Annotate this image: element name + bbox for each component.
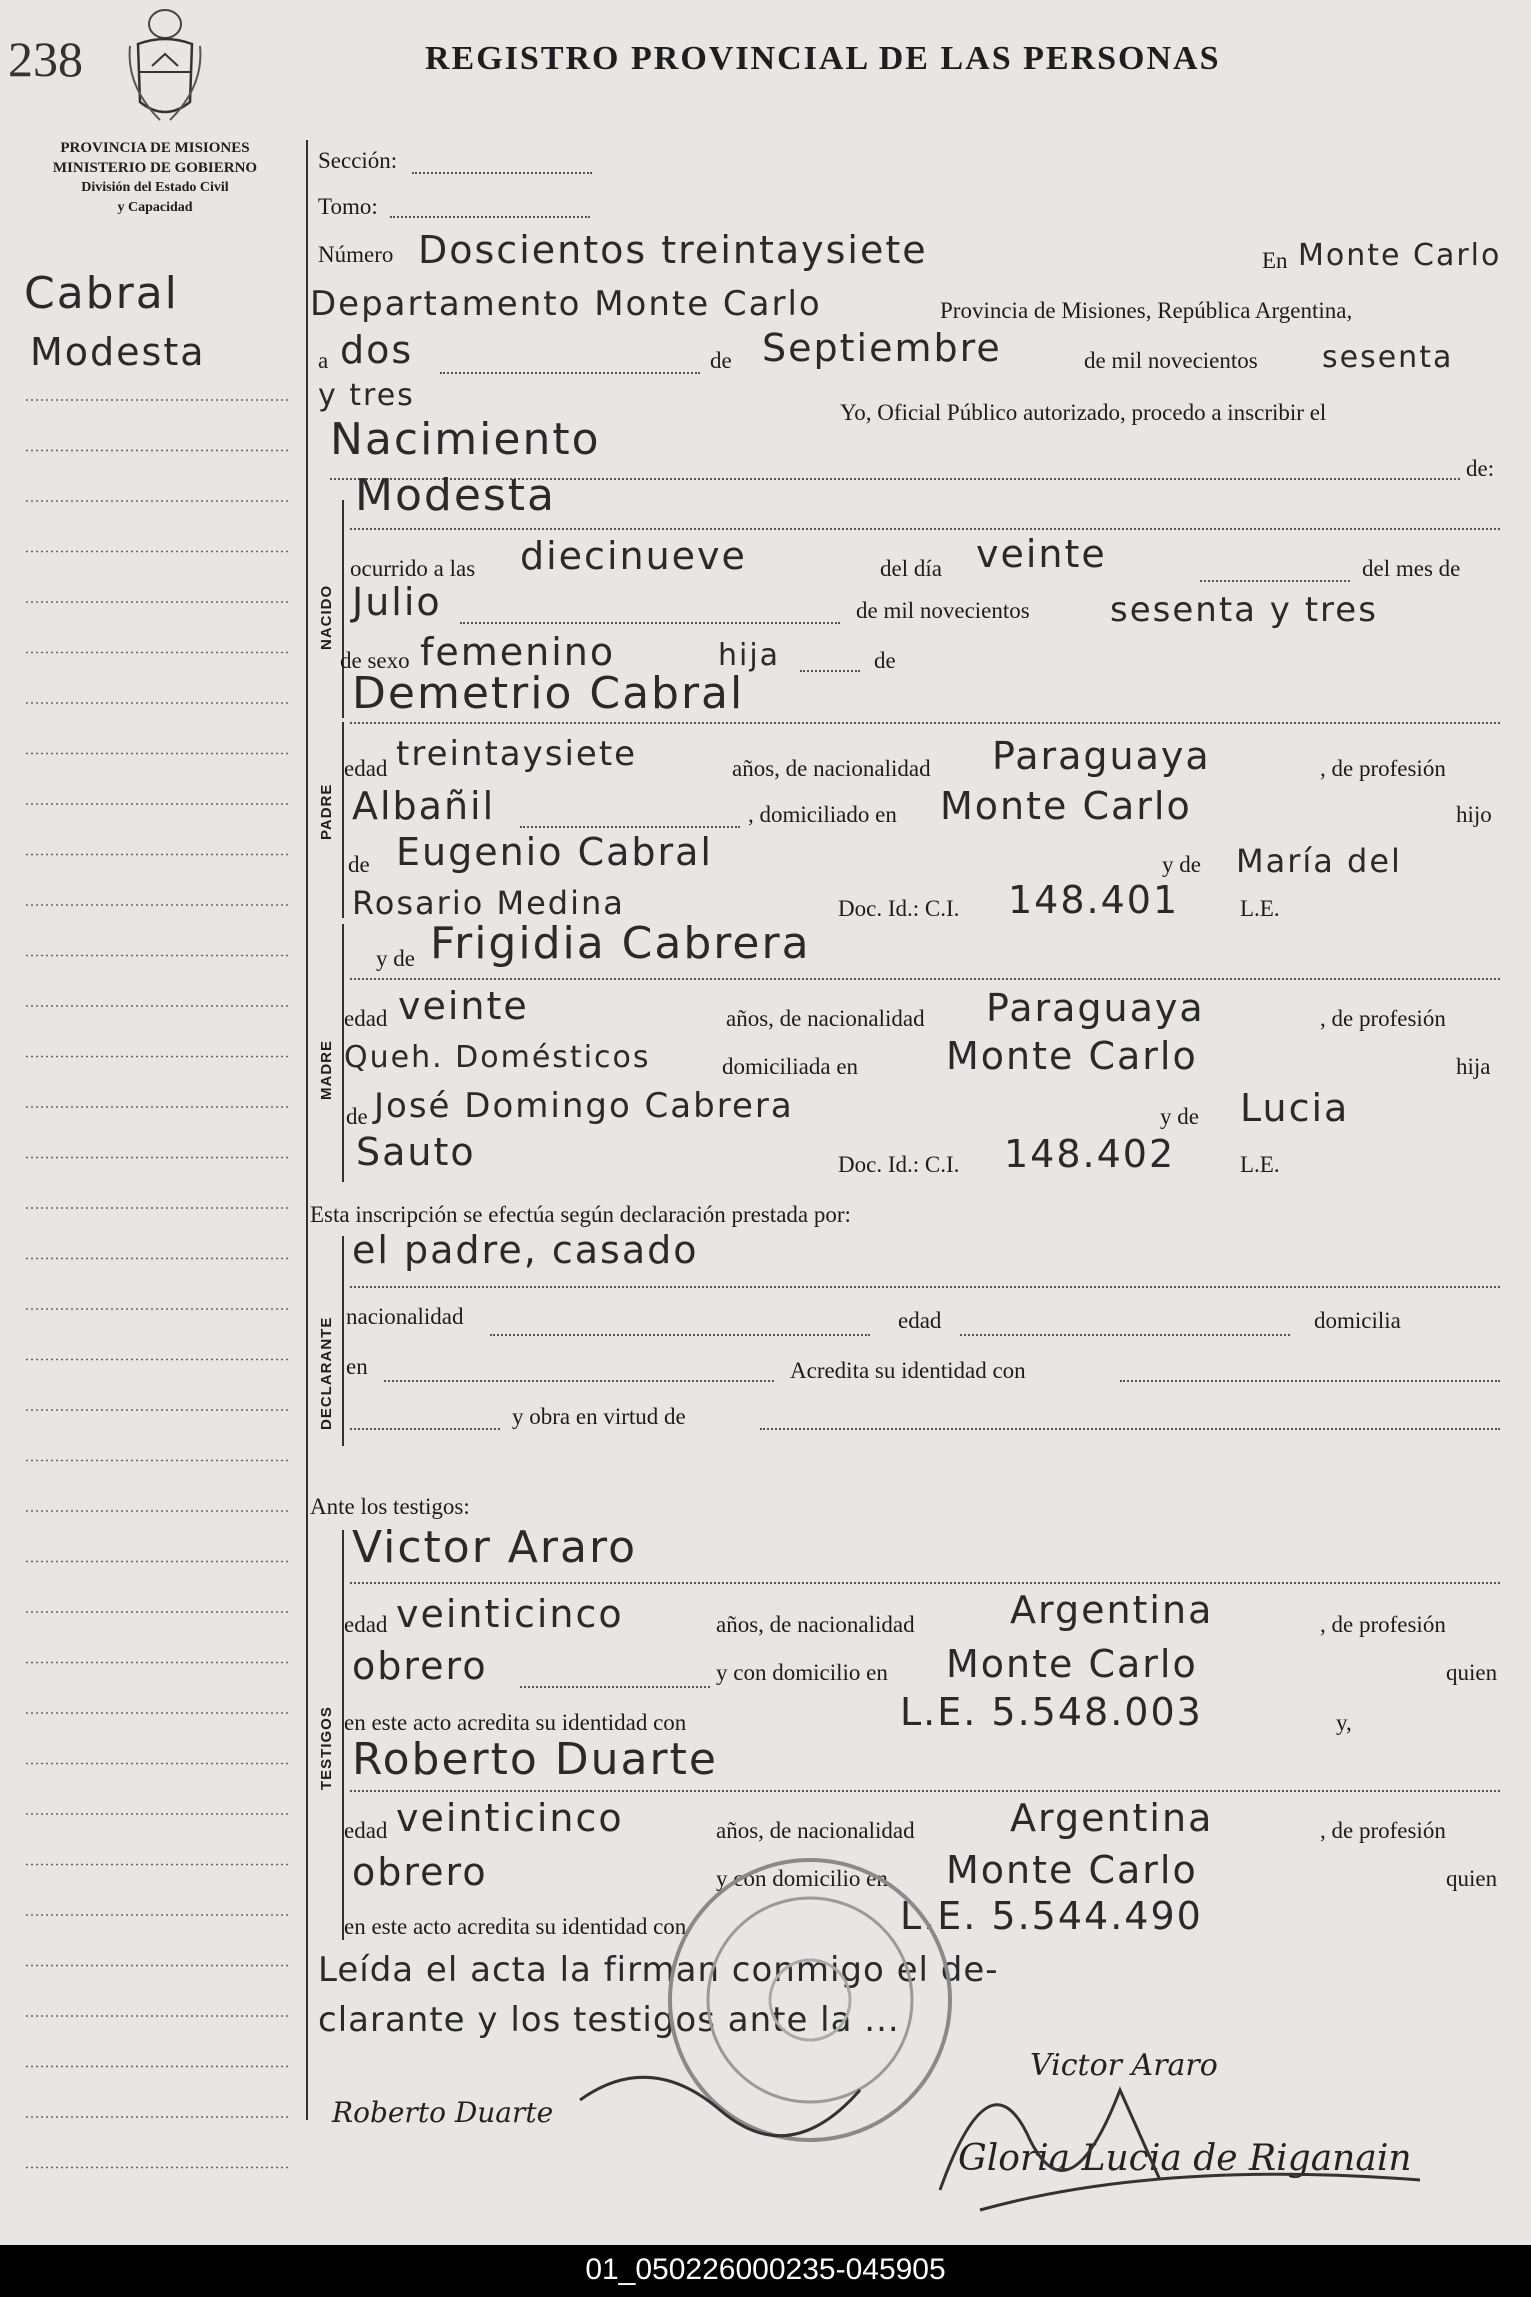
numero-label: Número bbox=[318, 242, 394, 267]
sexo-value: femenino bbox=[420, 630, 616, 674]
image-id-text: 01_050226000235-045905 bbox=[585, 2253, 946, 2286]
testigo2-domicilio-label: y con domicilio en bbox=[716, 1866, 888, 1891]
testigo2-nacionalidad-label: años, de nacionalidad bbox=[716, 1818, 915, 1843]
oficial-text: Yo, Oficial Público autorizado, procedo a inscribir el bbox=[840, 400, 1327, 425]
anio-text: de mil novecientos bbox=[1084, 348, 1258, 373]
padre-profesion-value: Albañil bbox=[352, 784, 496, 828]
madre-nacionalidad-label: años, de nacionalidad bbox=[726, 1006, 925, 1031]
nacido-anio-value: sesenta y tres bbox=[1110, 590, 1378, 630]
institution-block bbox=[20, 138, 290, 218]
numero-value: Doscientos treintaysiete bbox=[418, 228, 928, 272]
madre-profesion-value: Queh. Domésticos bbox=[344, 1040, 651, 1075]
declarante-acredita-label: Acredita su identidad con bbox=[790, 1358, 1026, 1383]
padre-madre-de-value: María del bbox=[1236, 842, 1402, 880]
institution-line: División del Estado Civil bbox=[81, 180, 229, 195]
declarante-nacionalidad-label: nacionalidad bbox=[346, 1304, 464, 1329]
testigo1-edad: veinticinco bbox=[396, 1592, 624, 1636]
testigo2-domicilio: Monte Carlo bbox=[946, 1848, 1198, 1892]
padre-de-label: de bbox=[348, 852, 370, 877]
testigo1-nombre: Victor Araro bbox=[352, 1522, 637, 1573]
madre-domicilio-value: Monte Carlo bbox=[946, 1034, 1198, 1078]
padre-le-label: L.E. bbox=[1240, 896, 1280, 921]
nacido-nombre: Modesta bbox=[355, 470, 557, 521]
nacido-de-label: de bbox=[874, 648, 896, 673]
testigo1-profesion-label: , de profesión bbox=[1320, 1612, 1446, 1637]
margin-surname: Cabral bbox=[24, 268, 179, 319]
testigo1-doc: L.E. 5.548.003 bbox=[900, 1690, 1203, 1734]
nacido-anio-label: de mil novecientos bbox=[856, 598, 1030, 623]
testigo2-edad: veinticinco bbox=[396, 1796, 624, 1840]
a-label: a bbox=[318, 348, 329, 373]
signature-oficial: Gloria Lucia de Riganain bbox=[958, 2138, 1412, 2179]
padre-hijo-label: hijo bbox=[1456, 802, 1492, 827]
declarante-edad-label: edad bbox=[898, 1308, 942, 1333]
testigos-intro: Ante los testigos: bbox=[310, 1494, 470, 1519]
closing-line-2: clarante y los testigos ante la ... bbox=[318, 2000, 900, 2040]
coat-of-arms-seal bbox=[124, 6, 206, 126]
signature-victor: Victor Araro bbox=[1030, 2048, 1218, 2083]
declarante-intro: Esta inscripción se efectúa según declaración prestada por: bbox=[310, 1202, 851, 1227]
de-label: de bbox=[710, 348, 732, 373]
ocurrido-label: ocurrido a las bbox=[350, 556, 476, 581]
madre-doc-label: Doc. Id.: C.I. bbox=[838, 1152, 960, 1177]
testigo1-quien-label: quien bbox=[1446, 1660, 1498, 1685]
institution-line: y Capacidad bbox=[117, 200, 193, 215]
declarante-value: el padre, casado bbox=[352, 1228, 699, 1272]
testigo1-profesion: obrero bbox=[352, 1644, 488, 1688]
testigo2-profesion-label: , de profesión bbox=[1320, 1818, 1446, 1843]
madre-madre-de-value-continued: Sauto bbox=[356, 1130, 476, 1174]
padre-de-value: Eugenio Cabral bbox=[396, 830, 713, 874]
padre-nombre: Demetrio Cabral bbox=[352, 668, 745, 719]
margin-given-name: Modesta bbox=[30, 330, 206, 374]
padre-edad-value: treintaysiete bbox=[396, 734, 638, 774]
tomo-label: Tomo: bbox=[318, 194, 378, 219]
testigo1-nacionalidad: Argentina bbox=[1010, 1588, 1214, 1632]
madre-de-label: de bbox=[346, 1104, 368, 1129]
margin-rule bbox=[306, 140, 308, 2120]
page-number: 238 bbox=[8, 31, 83, 87]
hora-value: diecinueve bbox=[520, 534, 747, 578]
en-label: En bbox=[1262, 248, 1288, 273]
testigo1-edad-label: edad bbox=[344, 1612, 388, 1637]
sexo-label: de sexo bbox=[340, 648, 410, 673]
section-label-padre: PADRE bbox=[318, 783, 335, 840]
nacido-mes-value: Julio bbox=[352, 580, 442, 624]
madre-le-label: L.E. bbox=[1240, 1152, 1280, 1177]
section-rule-nacido bbox=[342, 500, 344, 718]
padre-domicilio-label: , domiciliado en bbox=[748, 802, 897, 827]
departamento-value: Departamento Monte Carlo bbox=[310, 284, 822, 324]
section-label-declarante: DECLARANTE bbox=[318, 1316, 335, 1430]
testigo2-profesion: obrero bbox=[352, 1850, 488, 1894]
image-id-bar bbox=[0, 2245, 1531, 2297]
de-colon: de: bbox=[1466, 456, 1495, 481]
signature-roberto: Roberto Duarte bbox=[332, 2096, 554, 2129]
madre-madre-de-value: Lucia bbox=[1240, 1086, 1350, 1130]
del-dia-label: del día bbox=[880, 556, 942, 581]
declarante-virtud-label: y obra en virtud de bbox=[512, 1404, 686, 1429]
section-label-nacido: NACIDO bbox=[318, 584, 335, 650]
testigo2-acredita-label: en este acto acredita su identidad con bbox=[344, 1914, 687, 1939]
dia-value: dos bbox=[340, 328, 414, 372]
madre-domicilio-label: domiciliada en bbox=[722, 1054, 859, 1079]
anio-value-continued: y tres bbox=[318, 378, 415, 413]
padre-domicilio-value: Monte Carlo bbox=[940, 784, 1192, 828]
mes-value: Septiembre bbox=[762, 326, 1002, 370]
section-rule-padre bbox=[342, 722, 344, 918]
section-label-madre: MADRE bbox=[318, 1040, 335, 1100]
testigo2-nacionalidad: Argentina bbox=[1010, 1796, 1214, 1840]
testigo1-nacionalidad-label: años, de nacionalidad bbox=[716, 1612, 915, 1637]
madre-edad-label: edad bbox=[344, 1006, 388, 1031]
declarante-en-label: en bbox=[346, 1354, 368, 1379]
madre-y-de-label-2: y de bbox=[1160, 1104, 1199, 1129]
anio-value: sesenta bbox=[1322, 340, 1454, 375]
padre-nacionalidad-label: años, de nacionalidad bbox=[732, 756, 931, 781]
testigo2-doc: L.E. 5.544.490 bbox=[900, 1894, 1203, 1938]
margin-ruled-lines bbox=[26, 310, 296, 2190]
declarante-domicilio-label: domicilia bbox=[1314, 1308, 1401, 1333]
madre-nombre: Frigidia Cabrera bbox=[430, 918, 811, 969]
seccion-label: Sección: bbox=[318, 148, 398, 173]
nacido-dia-value: veinte bbox=[976, 532, 1107, 576]
padre-madre-de-value-continued: Rosario Medina bbox=[352, 884, 625, 922]
madre-padre-de-value: José Domingo Cabrera bbox=[374, 1086, 794, 1126]
testigo1-domicilio: Monte Carlo bbox=[946, 1642, 1198, 1686]
testigo2-quien-label: quien bbox=[1446, 1866, 1498, 1891]
padre-nacionalidad-value: Paraguaya bbox=[992, 734, 1211, 778]
en-value: Monte Carlo bbox=[1298, 238, 1502, 273]
provincia-text: Provincia de Misiones, República Argentina, bbox=[940, 298, 1353, 323]
madre-hija-label: hija bbox=[1456, 1054, 1491, 1079]
testigo2-edad-label: edad bbox=[344, 1818, 388, 1843]
madre-y-de-label: y de bbox=[376, 946, 415, 971]
del-mes-label: del mes de bbox=[1362, 556, 1461, 581]
padre-profesion-label: , de profesión bbox=[1320, 756, 1446, 781]
signature-flourish bbox=[560, 2030, 1440, 2220]
padre-doc-label: Doc. Id.: C.I. bbox=[838, 896, 960, 921]
section-label-testigos: TESTIGOS bbox=[318, 1706, 335, 1790]
padre-y-de-label: y de bbox=[1162, 852, 1201, 877]
padre-doc-value: 148.401 bbox=[1008, 878, 1180, 922]
testigo1-acredita-label: en este acto acredita su identidad con bbox=[344, 1710, 687, 1735]
testigo1-domicilio-label: y con domicilio en bbox=[716, 1660, 888, 1685]
closing-line-1: Leída el acta la firman conmigo el de- bbox=[318, 1950, 999, 1990]
acto-value: Nacimiento bbox=[330, 414, 601, 465]
madre-doc-value: 148.402 bbox=[1004, 1132, 1176, 1176]
madre-nacionalidad-value: Paraguaya bbox=[986, 986, 1205, 1030]
page-title: REGISTRO PROVINCIAL DE LAS PERSONAS bbox=[425, 40, 1221, 77]
institution-line: MINISTERIO DE GOBIERNO bbox=[52, 160, 258, 176]
testigo2-nombre: Roberto Duarte bbox=[352, 1734, 718, 1785]
institution-line: PROVINCIA DE MISIONES bbox=[60, 140, 250, 156]
section-rule-declarante bbox=[342, 1236, 344, 1446]
madre-edad-value: veinte bbox=[398, 984, 529, 1028]
testigo1-suffix: y, bbox=[1336, 1710, 1352, 1735]
madre-profesion-label: , de profesión bbox=[1320, 1006, 1446, 1031]
padre-edad-label: edad bbox=[344, 756, 388, 781]
hija-value: hija bbox=[718, 638, 781, 673]
